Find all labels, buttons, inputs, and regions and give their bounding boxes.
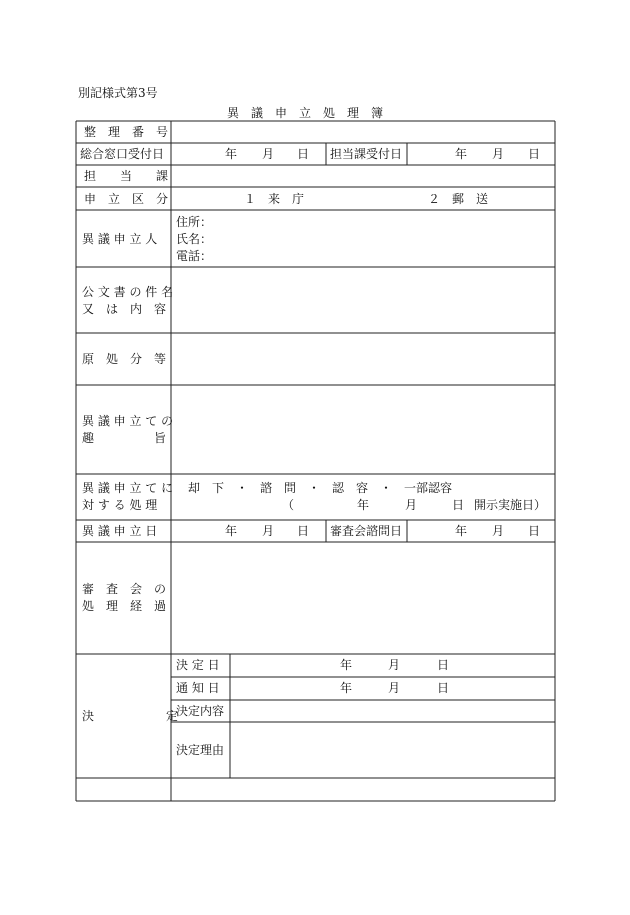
form-number: 別記様式第3号 — [78, 86, 158, 100]
date-day-2: 日 — [528, 147, 541, 161]
label-kettei-bi: 決 定 日 — [176, 658, 220, 672]
label-kettei-riyuu: 決定理由 — [176, 743, 225, 757]
label-shinsakai-shimon-bi: 審査会諮問日 — [330, 524, 403, 538]
label-tantou-ka: 担 当 課 — [84, 169, 169, 183]
date-month-5: 月 — [492, 524, 505, 538]
date-month-4: 月 — [262, 524, 275, 538]
label-shori-2: 対 す る 処 理 — [82, 498, 158, 512]
address-label: 住所： — [176, 215, 213, 229]
label-koubunsho-1: 公 文 書 の 件 名 — [82, 285, 174, 299]
date-year-5: 年 — [455, 524, 468, 538]
label-kettei: 決 定 — [82, 709, 179, 723]
phone-label: 電話： — [176, 249, 213, 263]
label-shori-1: 異 議 申 立 て に — [82, 481, 174, 495]
date-day-3: 日 — [452, 498, 465, 512]
date-day-5: 日 — [528, 524, 541, 538]
date-month-3: 月 — [405, 498, 418, 512]
date-day-7: 日 — [437, 681, 450, 695]
date-month-1: 月 — [262, 147, 275, 161]
form-title: 異 議 申 立 処 理 簿 — [227, 106, 384, 120]
shori-options: 却 下 ・ 諮 問 ・ 認 容 ・ 一部認容 — [188, 481, 453, 495]
date-day-6: 日 — [437, 658, 450, 672]
label-shushi-2: 趣 旨 — [82, 431, 167, 445]
date-year-1: 年 — [225, 147, 238, 161]
date-day-4: 日 — [297, 524, 310, 538]
label-tsuchi-bi: 通 知 日 — [176, 681, 220, 695]
shori-paren-open: （ — [282, 498, 295, 512]
date-year-2: 年 — [455, 147, 468, 161]
label-kettei-naiyou: 決定内容 — [176, 704, 225, 718]
label-shinsakai-2: 処 理 経 過 — [82, 599, 167, 613]
label-moushitate-kubun: 申 立 区 分 — [84, 192, 169, 206]
date-month-2: 月 — [492, 147, 505, 161]
label-koubunsho-2: 又 は 内 容 — [82, 302, 167, 316]
label-shinsakai-1: 審 査 会 の — [82, 582, 167, 596]
date-day-1: 日 — [297, 147, 310, 161]
date-year-6: 年 — [340, 658, 353, 672]
date-year-4: 年 — [225, 524, 238, 538]
label-seiri-bangou: 整 理 番 号 — [84, 125, 169, 139]
label-tantou-uketsuke: 担当課受付日 — [330, 147, 403, 161]
date-month-6: 月 — [388, 658, 401, 672]
label-sougou-uketsuke: 総合窓口受付日 — [80, 147, 165, 161]
label-igi-moushitate-nin: 異 議 申 立 人 — [82, 232, 158, 246]
label-igi-moushitate-bi: 異 議 申 立 日 — [82, 524, 158, 538]
name-label: 氏名： — [176, 232, 213, 246]
label-shushi-1: 異 議 申 立 て の — [82, 414, 174, 428]
kaiji-jisshi-bi: 開示実施日） — [474, 498, 547, 512]
date-year-3: 年 — [357, 498, 370, 512]
label-gen-shobun: 原 処 分 等 — [82, 352, 167, 366]
kubun-option-yuusou: ２ 郵 送 — [428, 192, 489, 206]
kubun-option-raichou: １ 来 庁 — [244, 192, 305, 206]
date-year-7: 年 — [340, 681, 353, 695]
date-month-7: 月 — [388, 681, 401, 695]
